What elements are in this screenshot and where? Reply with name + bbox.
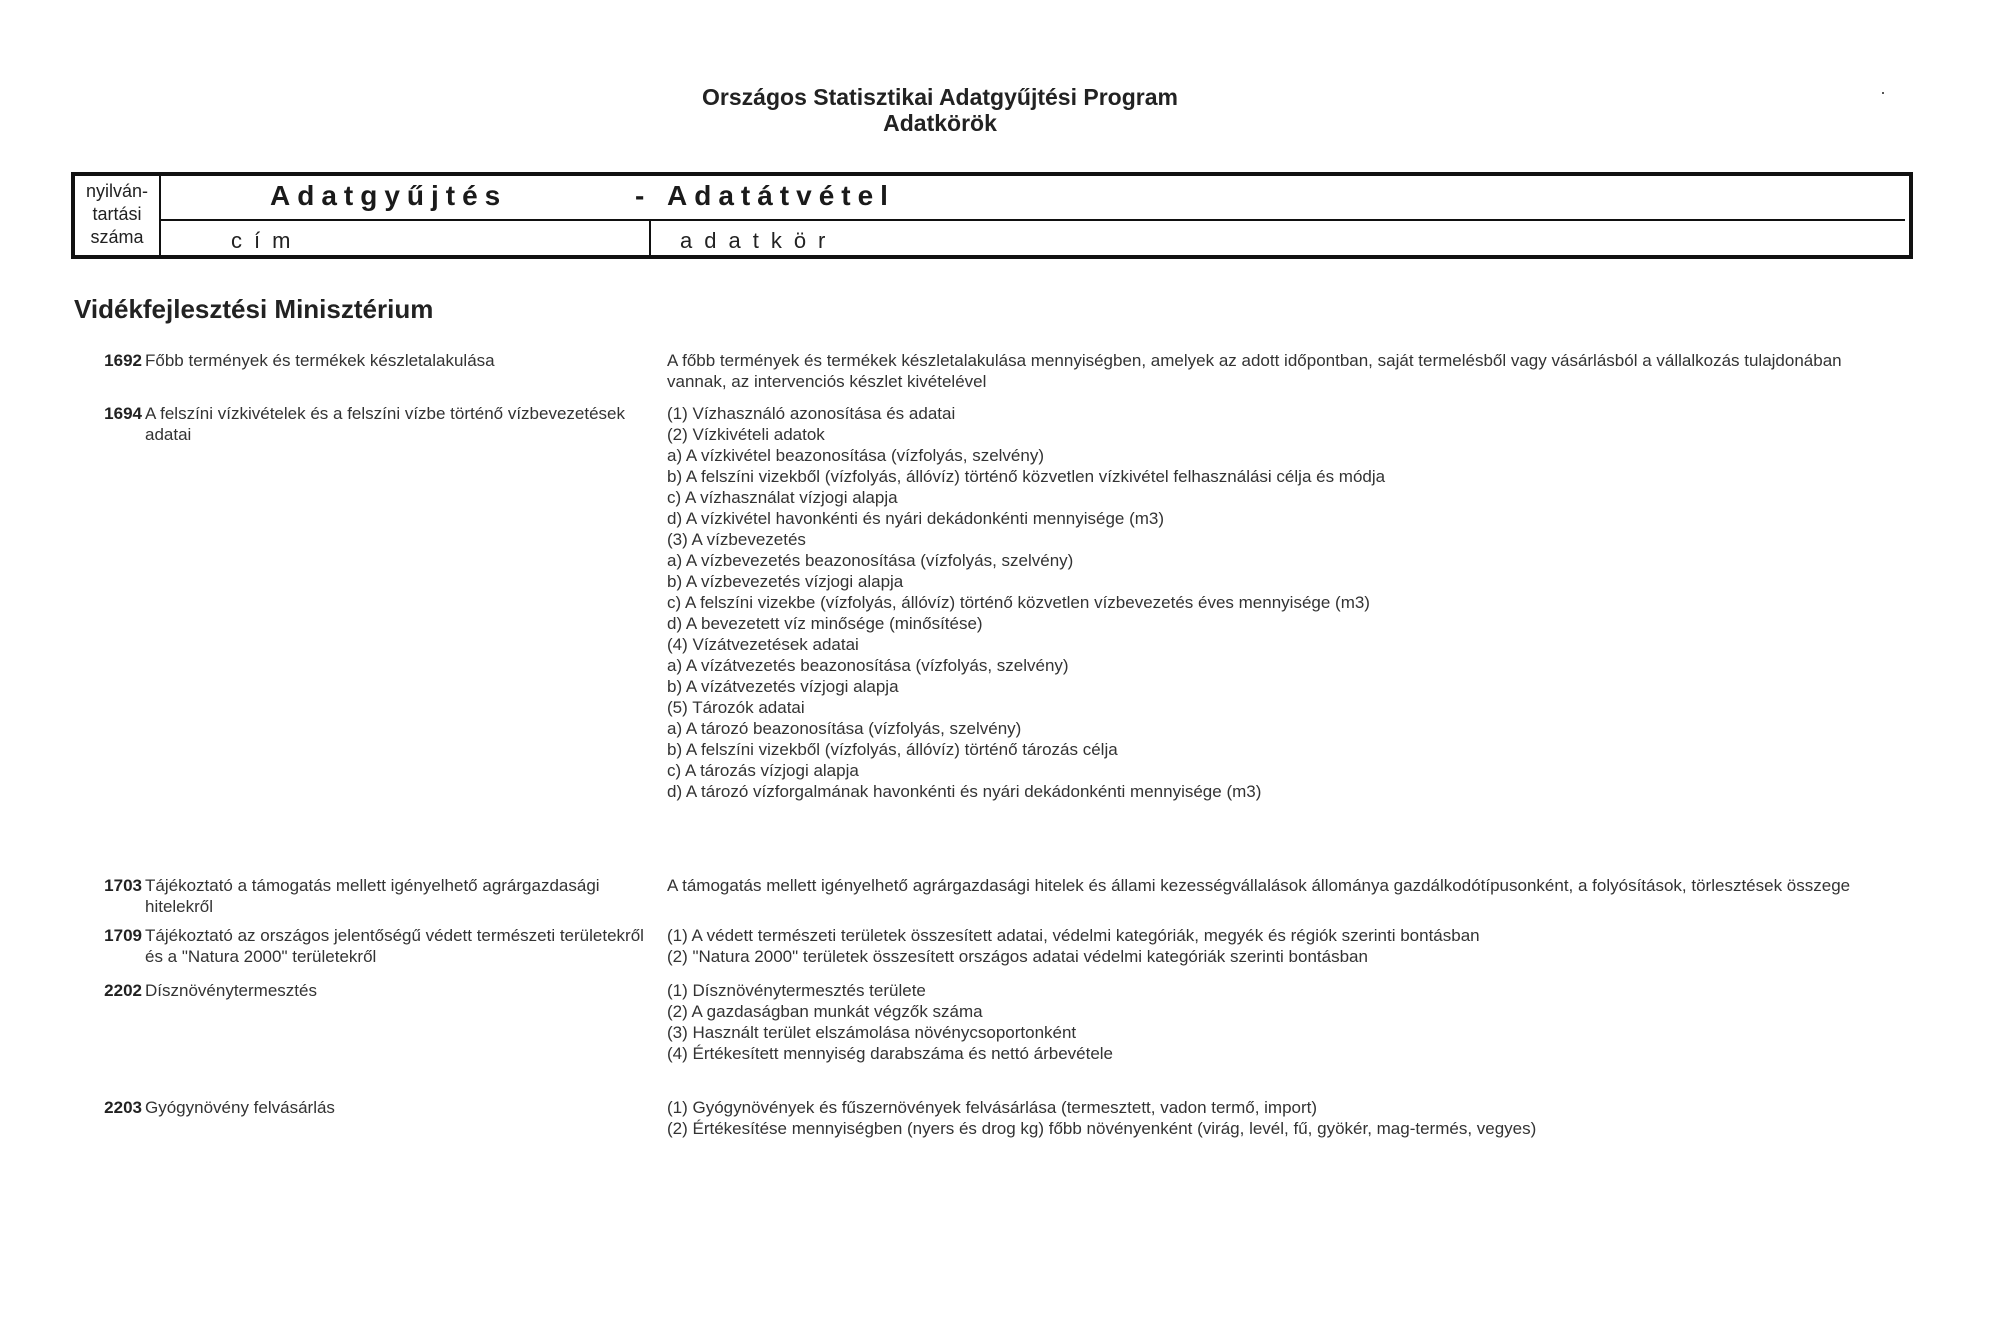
header-column-divider [649, 221, 651, 255]
entry-code: 2203 [104, 1098, 142, 1117]
stray-dot [1882, 92, 1884, 94]
entry-title: Gyógynövény felvásárlás [145, 1098, 335, 1117]
description-line: (2) Értékesítése mennyiségben (nyers és drog kg) főbb növényenként (virág, levél, fű, gyökér, mag-termés, vegyes) [667, 1119, 1537, 1138]
title-column-heading: cím [231, 228, 303, 253]
description-line: (5) Tározók adatai [667, 698, 805, 717]
description-line: (4) Vízátvezetések adatai [667, 635, 859, 654]
reg-number-label: nyilván- tartási száma [75, 176, 161, 255]
description-line: (1) A védett természeti területek összesített adatai, védelmi kategóriák, megyék és régiók szerinti bontásban [667, 926, 1480, 945]
description-line: A főbb termények és termékek készletalakulása mennyiségben, amelyek az adott időpontban, saját termelésből vagy vásárlásból a vállalkozás tulajdonában vannak, az intervenciós készlet kivételével [667, 351, 1842, 391]
transfer-heading: Adatátvétel [667, 180, 895, 211]
entry-description [667, 925, 1989, 967]
description-line: c) A tározás vízjogi alapja [667, 761, 859, 780]
description-line: (3) Használt terület elszámolása növénycsoportonként [667, 1023, 1077, 1042]
description-line: (2) A gazdaságban munkát végzők száma [667, 1002, 983, 1021]
description-line: (1) Dísznövénytermesztés területe [667, 981, 926, 1000]
entry-title: Tájékoztató a támogatás mellett igényelhető agrárgazdasági hitelekről [145, 876, 600, 916]
description-line: a) A vízbevezetés beazonosítása (vízfolyás, szelvény) [667, 551, 1074, 570]
description-line: a) A tározó beazonosítása (vízfolyás, szelvény) [667, 719, 1022, 738]
heading-dash: - [635, 180, 645, 211]
collection-heading: Adatgyűjtés [270, 180, 508, 211]
description-line: a) A vízkivétel beazonosítása (vízfolyás, szelvény) [667, 446, 1045, 465]
description-line: b) A felszíni vizekből (vízfolyás, állóvíz) történő tározás célja [667, 740, 1118, 759]
ministry-heading: Vidékfejlesztési Minisztérium [74, 294, 434, 324]
page-subtitle: Adatkörök [883, 110, 997, 136]
entry-code: 1694 [104, 404, 142, 423]
entry-description [667, 980, 1989, 1064]
entry-description [667, 875, 1989, 896]
description-line: (4) Értékesített mennyiség darabszáma és nettó árbevétele [667, 1044, 1114, 1063]
entry-title: Dísznövénytermesztés [145, 981, 317, 1000]
description-line: b) A felszíni vizekből (vízfolyás, állóvíz) történő közvetlen vízkivétel felhasználási célja és módja [667, 467, 1386, 486]
entry-title: A felszíni vízkivételek és a felszíni vízbe történő vízbevezetések adatai [145, 404, 626, 444]
description-line: c) A vízhasználat vízjogi alapja [667, 488, 898, 507]
entry-title: Tájékoztató az országos jelentőségű védett természeti területekről és a "Natura 2000" területekről [145, 926, 644, 966]
page-title: Országos Statisztikai Adatgyűjtési Program [702, 84, 1178, 110]
entry-code: 1709 [104, 926, 142, 945]
entry-title: Főbb termények és termékek készletalakulása [145, 351, 495, 370]
entry-code: 1692 [104, 351, 142, 370]
description-line: (1) Gyógynövények és fűszernövények felvásárlása (termesztett, vadon termő, import) [667, 1098, 1318, 1117]
header-row-divider [161, 219, 1905, 221]
description-line: b) A vízbevezetés vízjogi alapja [667, 572, 904, 591]
description-line: (1) Vízhasználó azonosítása és adatai [667, 404, 956, 423]
entry-code: 2202 [104, 981, 142, 1000]
description-line: d) A vízkivétel havonkénti és nyári dekádonkénti mennyisége (m3) [667, 509, 1165, 528]
description-line: a) A vízátvezetés beazonosítása (vízfolyás, szelvény) [667, 656, 1069, 675]
description-line: c) A felszíni vizekbe (vízfolyás, állóvíz) történő közvetlen vízbevezetés éves mennyisége (m3) [667, 593, 1370, 612]
description-line: (3) A vízbevezetés [667, 530, 806, 549]
entry-description [667, 403, 1989, 802]
column-header-box [71, 172, 1913, 259]
description-line: (2) Vízkivételi adatok [667, 425, 825, 444]
entry-description [667, 1097, 1989, 1139]
description-line: b) A vízátvezetés vízjogi alapja [667, 677, 899, 696]
entry-description [667, 350, 1847, 392]
page-title-block [0, 84, 1880, 136]
scope-column-heading: adatkör [680, 228, 838, 253]
description-line: (2) "Natura 2000" területek összesített országos adatai védelmi kategóriák szerinti bontásban [667, 947, 1368, 966]
description-line: d) A bevezetett víz minősége (minősítése) [667, 614, 983, 633]
entry-code: 1703 [104, 876, 142, 895]
description-line: d) A tározó vízforgalmának havonkénti és nyári dekádonkénti mennyisége (m3) [667, 782, 1262, 801]
description-line: A támogatás mellett igényelhető agrárgazdasági hitelek és állami kezességvállalások állománya gazdálkodótípusonként, a folyósítások, törlesztések összege [667, 876, 1851, 895]
